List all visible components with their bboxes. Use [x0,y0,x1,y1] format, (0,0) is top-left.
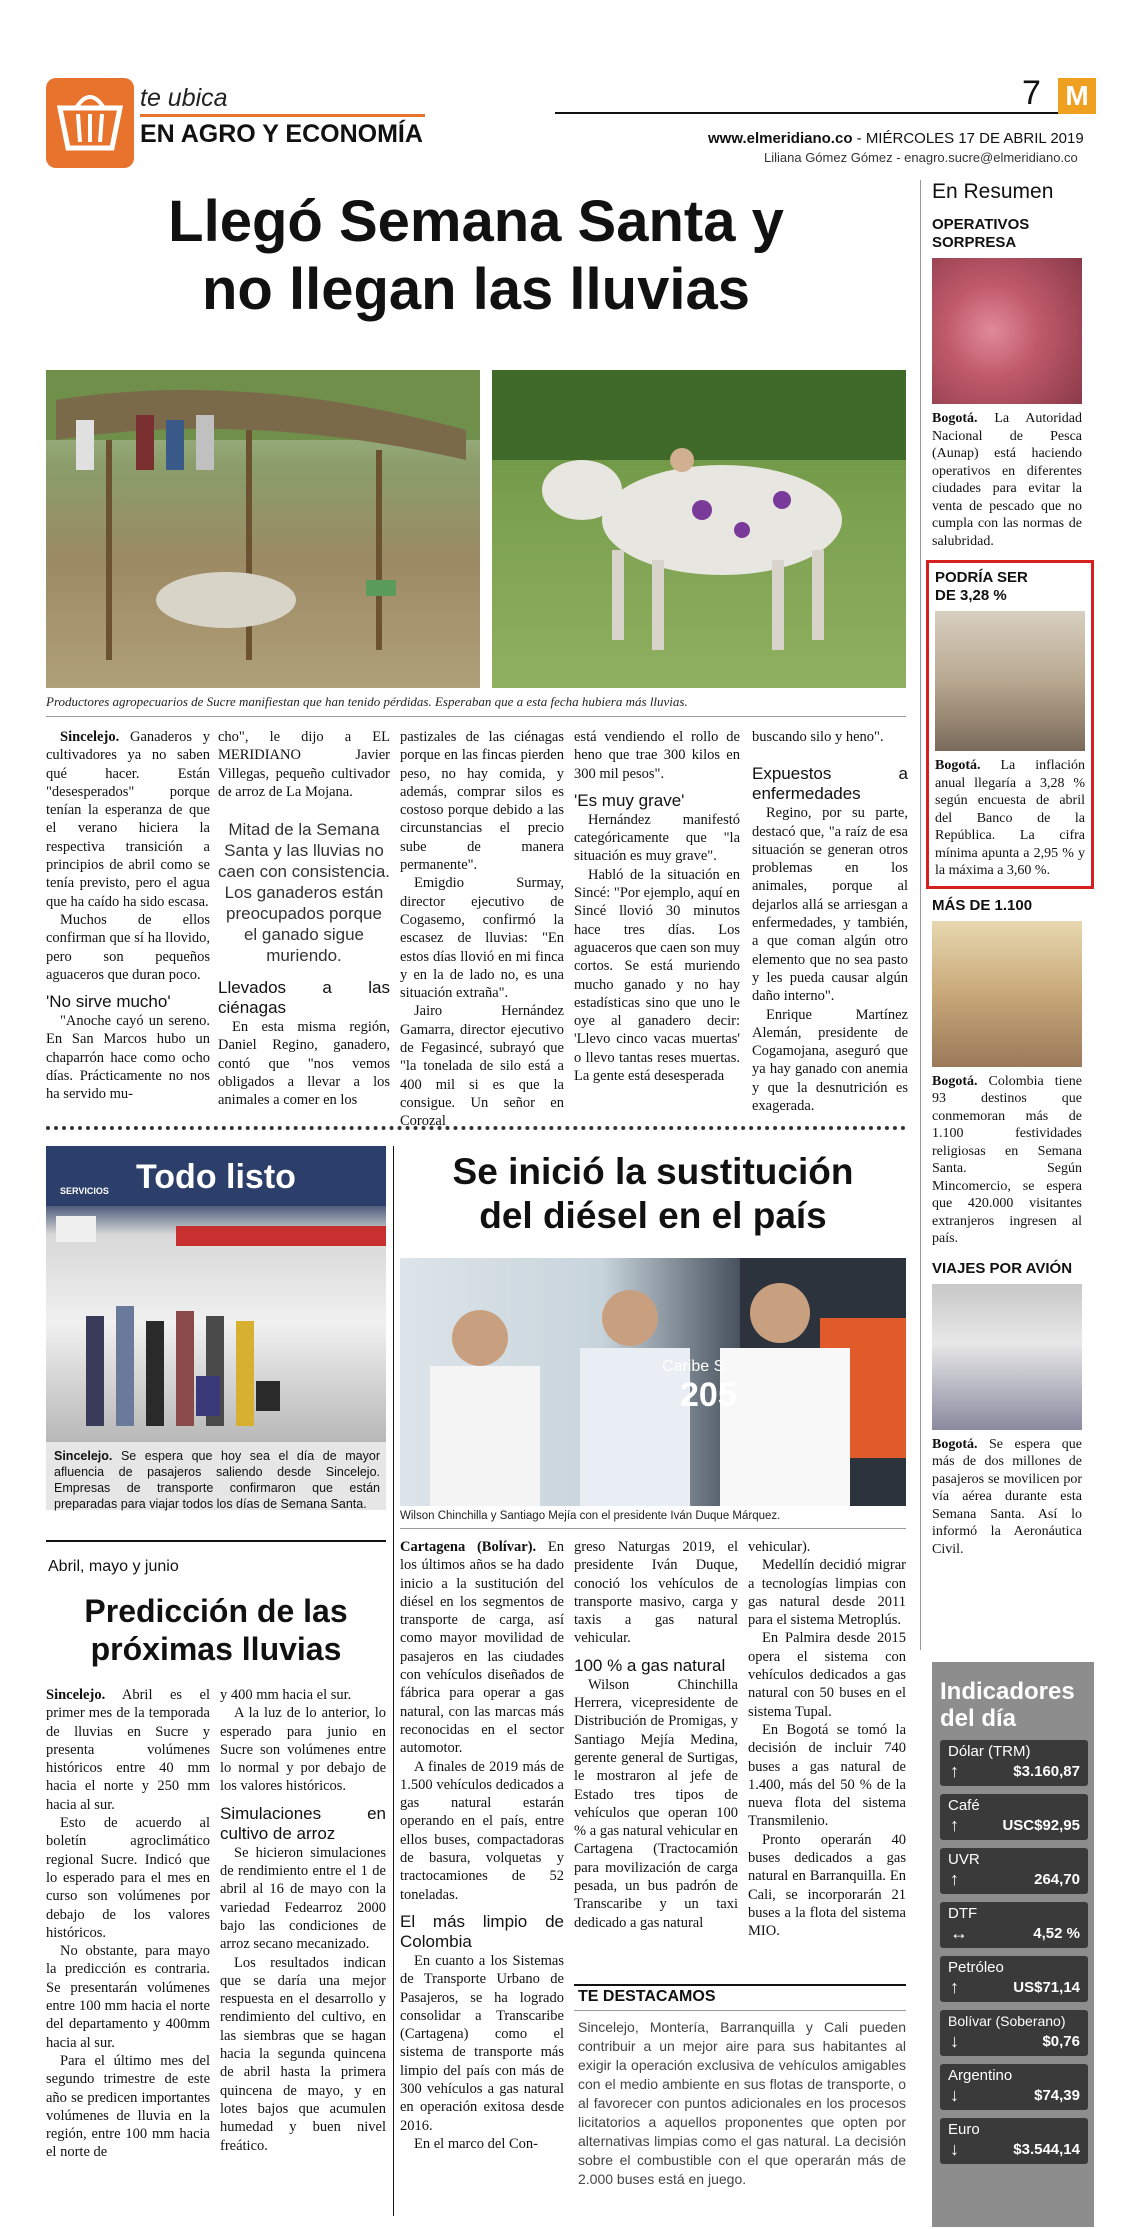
lead-caption: Productores agropecuarios de Sucre manifiestan que han tenido pérdidas. Esperaban que a esta fecha hubiera más lluvias. [46,694,688,709]
prediccion-col1-p2: Esto de acuerdo al boletín agroclimático regional Sucre. Indicó que lo esperado para el mes en curso son volúmenes por debajo de los valores históricos. [46,1815,210,1941]
diesel-col3-p1: vehicular). [748,1539,811,1555]
prediccion-headline-line1: Predicción de las [84,1593,348,1629]
prediccion-col1-p3: No obstante, para mayo la predicción es contraria. Se presentarán volúmenes entre 100 mm hacia el norte del departamento y 400mm hacia al sur. [46,1943,210,2051]
lead-column-5 [752,728,908,1115]
sidebar-item-3-text [932,1073,1082,1248]
lead-subhead-no-sirve: 'No sirve mucho' [46,992,171,1012]
site-url[interactable]: www.elmeridiano.co [708,130,853,147]
indicator-name: Petróleo [948,1959,1004,1976]
indicator-name: Euro [948,2121,980,2138]
issue-date: - MIÉRCOLES 17 DE ABRIL 2019 [852,130,1084,147]
diesel-col1-p4: En el marco del Con- [414,2135,539,2152]
lead-col5-p3: Enrique Martínez Alemán, presidente de Cogamojana, aseguró que ya hay ganado con anemia y que la desnutrición es exagerada. [752,1006,908,1115]
diesel-caption-rule [400,1528,906,1529]
indicator-euro [940,2118,1088,2164]
lead-col4-p2: Hernández manifestó categóricamente que "la situación es muy grave". [574,811,740,865]
indicator-name: Argentino [948,2067,1013,2084]
destacamos-underline [574,2010,906,2011]
page-number: 7 [1022,74,1041,112]
diesel-headline [400,1150,906,1238]
lead-col2-p1: cho", le dijo a EL MERIDIANO Javier Villegas, pequeño cultivador de arroz de La Mojana. [218,729,390,800]
lead-col3-p3: Jairo Hernández Gamarra, director ejecutivo de Fegasincé, subrayó que "la tonelada de silo está a 400 mil si es que la consigue. Un señor en Corozal [400,1003,564,1130]
indicator-value: $74,39 [1034,2087,1080,2104]
sidebar-item-2-highlight [926,560,1094,889]
prediccion-subhead-arroz: Simulaciones en cultivo de arroz [220,1803,386,1843]
section-subtitle: te ubica [140,84,228,112]
lead-caption-rule [46,716,906,717]
indicadores-title [940,1678,1075,1732]
diesel-subhead-limpio: El más limpio de Colombia [400,1911,564,1951]
lead-subhead-cienagas: Llevados a las ciénagas [218,978,390,1018]
diesel-col3-p5: Pronto operarán 40 buses dedicados a gas natural en Barranquilla. En Cali, se incorporarán 21 buses a la flota del sistema MIO. [748,1831,906,1940]
sidebar-item-2-photo [935,611,1085,751]
lead-col4-p3: Habló de la situación en Sincé: "Por ejemplo, aquí en Sincé llovió 30 minutos hace tres días. Los aguaceros que caen son muy cortos. Se está muriendo mucho ganado y no hay estadísticas sino que uno le oye al ganadero decir: 'Llevo cinco vacas muertas' o llevo tantas reses muertas. La gente está desesperada [574,866,740,1085]
todo-listo-box [46,1146,386,1510]
sidebar-item-1-dateline: Bogotá. [932,411,978,426]
sidebar-item-4-body: Se espera que más de dos millones de pasajeros se movilicen por vía aérea durante esta Semana Santa. Así lo informó la Aeronáutica Civil. [932,1436,1082,1557]
diesel-subhead-100: 100 % a gas natural [574,1655,726,1675]
indicator-value: 264,70 [1034,1871,1080,1888]
sidebar-item-3-dateline: Bogotá. [932,1073,978,1089]
diesel-col3-p3: En Palmira desde 2015 opera el sistema con vehículos dedicados a gas natural con 50 buses en el sistema Tupal. [748,1630,906,1720]
indicator-value: $0,76 [1042,2033,1080,2050]
diesel-column-2 [574,1538,738,1932]
sidebar-en-resumen [932,180,1094,1558]
indicator-dtf [940,1902,1088,1948]
arrow-left-right-icon: ↔ [950,1923,968,1943]
indicator-name: Dólar (TRM) [948,1743,1031,1760]
prediccion-col1-p1: Abril es el primer mes de la temporada de lluvias en Sucre y presenta volúmenes históricos entre 40 mm hacia el norte y 250 mm hacia al sur. [46,1687,210,1813]
lead-headline [46,188,906,324]
prediccion-col1-p4: Para el último mes del segundo trimestre de este año se predicen importantes volúmenes de lluvia en la región, entre 100 mm hacia el norte de [46,2052,210,2161]
indicator-value: $3.544,14 [1013,2141,1080,2158]
prediccion-top-rule [46,1540,386,1542]
indicadores-title-line1: Indicadores [940,1678,1075,1705]
sidebar-item-1-body: La Autoridad Nacional de Pesca (Aunap) está haciendo operativos en diferentes ciudades para evitar la venta de pescado que no cumpla con las normas de salubridad. [932,411,1082,549]
prediccion-col2-p3: Se hicieron simulaciones de rendimiento entre el 1 de abril al 16 de mayo con la variedad Fedearroz 2000 bajo las condiciones de arroz secano mecanizado. [220,1844,386,1953]
sidebar-item-4-text [932,1436,1082,1559]
prediccion-dateline: Sincelejo. [46,1687,106,1703]
todo-listo-title: Todo listo [136,1158,296,1196]
prediccion-headline-line2: próximas lluvias [90,1631,342,1667]
sidebar-item-2-text [935,757,1085,880]
diesel-column-1 [400,1538,564,2153]
sidebar-item-2-dateline: Bogotá. [935,758,981,773]
lead-col3-p2: Emigdio Surmay, director ejecutivo de Cogasemo, confirmó la escasez de lluvias: "En estos días llovió en mi finca y en la de lado no, es una situación extraña". [400,875,564,1002]
lead-col1-p2: Muchos de ellos confirman que sí ha llovido, pero son pequeños aguaceros que duran poco. [46,911,210,983]
diesel-col3-p4: En Bogotá se tomó la decisión de incluir 740 buses a gas natural de 1.400, más del 50 % de la nueva flota del sistema Transmilenio. [748,1721,906,1830]
indicator-argentino [940,2064,1088,2110]
sidebar-item-2-tag: PODRÍA SER DE 3,28 % [935,569,1028,604]
sidebar-item-3-body: Colombia tiene 93 destinos que conmemoran más de 1.100 festividades religiosas en Semana Santa. Según Mincomercio, se espera que 420.000 visitantes extranjeros ingresen al país. [932,1073,1082,1246]
sidebar-head: En Resumen [932,180,1054,203]
indicator-uvr [940,1848,1088,1894]
section-title: EN AGRO Y ECONOMÍA [140,120,423,148]
lead-headline-line1: Llegó Semana Santa y [168,189,784,254]
lead-subhead-enfermedades: Expuestos a enfermedades [752,764,908,804]
lead-pull-quote: Mitad de la Semana Santa y las lluvias no caen con consistencia. Los ganaderos están preocupados porque el ganado sigue muriendo. [218,820,390,966]
diesel-photo-sign: Caribe S [662,1358,725,1375]
lead-col4-p1: está vendiendo el rollo de heno que trae 300 kilos en 300 mil pesos". [574,729,740,782]
destacamos-rule [574,1984,906,1986]
prediccion-headline [46,1592,386,1668]
meridiano-logo: M [1058,78,1096,114]
author-line: Liliana Gómez Gómez - enagro.sucre@elmeridiano.co [764,150,1078,165]
sidebar-item-1-tag: OPERATIVOS SORPRESA [932,216,1030,251]
arrow-up-icon: ↑ [950,1977,959,1997]
todo-listo-caption [54,1448,380,1512]
arrow-down-icon: ↓ [950,2139,959,2159]
lead-headline-line2: no llegan las lluvias [202,257,750,322]
diesel-dateline: Cartagena (Bolívar). [400,1539,537,1555]
diesel-col1-p2: A finales de 2019 más de 1.500 vehículos dedicados a gas natural estarán operando en el país, entre ellos buses, compactadoras de basura, volquetas y tractocamiones de 52 toneladas. [400,1758,564,1903]
diesel-caption: Wilson Chinchilla y Santiago Mejía con el presidente Iván Duque Márquez. [400,1510,781,1522]
arrow-up-icon: ↑ [950,1761,959,1781]
indicator-name: UVR [948,1851,980,1868]
sidebar-item-1-text [932,410,1082,550]
prediccion-col2-p1: y 400 mm hacia el sur. [220,1687,352,1703]
prediccion-col2-p2: A la luz de lo anterior, lo esperado para junio en Sucre son volúmenes entre lo normal y por debajo de los valores históricos. [220,1705,386,1795]
diesel-photo-number: 205 [680,1376,737,1414]
lead-dateline: Sincelejo. [60,729,120,745]
sidebar-item-1-photo [932,258,1082,404]
indicator-value: USC$92,95 [1002,1817,1080,1834]
todo-listo-caption-text: Se espera que hoy sea el día de mayor afluencia de pasajeros saliendo desde Sincelejo. Empresas de transporte confirmaron que están preparadas para viajar todos los días de Semana Santa. [54,1449,380,1511]
destacamos-heading: TE DESTACAMOS [578,1988,716,2005]
section-divider-dotted [46,1126,906,1130]
sidebar-item-3-photo [932,921,1082,1067]
sidebar-item-4-dateline: Bogotá. [932,1436,978,1452]
indicadores-panel [932,1662,1094,2227]
indicator-cafe [940,1794,1088,1840]
header-rule [555,112,1090,114]
lead-col2-p2: En esta misma región, Daniel Regino, ganadero, contó que "nos vemos obligados a llevar a los animales a comer en los [218,1019,390,1109]
lead-column-4 [574,728,740,1085]
site-date-line [708,130,1084,147]
lead-subhead-muy-grave: 'Es muy grave' [574,790,685,810]
lead-col1-p1: Ganaderos y cultivadores ya no saben qué hacer. Están "desesperados" porque tenían la esperanza de que el verano hiciera la respectiva transición a principios de abril como se tenía previsto, pero el agua que ha caído ha sido escasa. [46,729,210,910]
sidebar-item-2-body: La inflación anual llegaría a 3,28 % según encuesta de abril del Banco de la República. La cifra mínima apunta a 2,95 % y la máxima a 3,60 %. [935,758,1085,878]
lead-col5-p2: Regino, por su parte, destacó que, "a raíz de esa situación se generan otros problemas en los animales, porque al dejarlos allá se arriesgan a enfermedades, y también, a que coman algún otro elemento que no sea pasto y les pueda causar algún daño interno". [752,805,908,1005]
lead-column-3 [400,728,564,1131]
indicator-name: Bolívar (Soberano) [948,2013,1066,2029]
indicator-petroleo [940,1956,1088,2002]
section-rule [140,114,425,117]
diesel-column-3 [748,1538,906,1941]
destacamos-text: Sincelejo, Montería, Barranquilla y Cali pueden contribuir a un mejor aire para sus habitantes al exigir la operación exclusiva de vehículos amigables con el medio ambiente en sus flotas de transporte, o al favorecer con puntos adicionales en los procesos licitatorios a aquellos proponentes que opten por alternativas limpias como el gas natural. La decisión sobre el combustible con el que operarán más de 2.000 buses está en juego. [578,2019,906,2187]
diesel-col1-p3: En cuanto a los Sistemas de Transporte Urbano de Pasajeros, se ha logrado consolidar a Transcaribe (Cartagena) como el sistema de transporte más limpio del país con más de 300 vehículos a gas natural en operación exitosa desde 2016. [400,1952,564,2134]
diesel-headline-line1: Se inició la sustitución [452,1151,854,1192]
sidebar-item-4-tag: VIAJES POR AVIÓN [932,1259,1073,1277]
indicator-value: US$71,14 [1013,1979,1080,1996]
arrow-up-icon: ↑ [950,1815,959,1835]
diesel-col2-p1: greso Naturgas 2019, el presidente Iván Duque, conoció los vehículos de transporte masivo, carga y taxis a gas natural vehicular. [574,1539,738,1647]
sidebar-item-4-photo [932,1284,1082,1430]
sidebar-item-3-tag: MÁS DE 1.100 [932,896,1033,914]
prediccion-kicker: Abril, mayo y junio [48,1558,179,1575]
indicator-dolar [940,1740,1088,1786]
todo-listo-dateline: Sincelejo. [54,1449,113,1463]
indicator-name: DTF [948,1905,978,1922]
arrow-up-icon: ↑ [950,1869,959,1889]
todo-listo-sign: SERVICIOS [60,1186,109,1196]
indicator-value: $3.160,87 [1013,1763,1080,1780]
lead-col3-p1: pastizales de las ciénagas porque en las fincas pierden peso, no hay comida, y además, comprar silos es costoso porque debido a las circunstancias el precio sube de manera permanente". [400,729,564,874]
arrow-down-icon: ↓ [950,2085,959,2105]
indicator-bolivar [940,2010,1088,2056]
vertical-divider [393,1146,394,2216]
diesel-col3-p2: Medellín decidió migrar a tecnologías limpias con gas natural desde 2011 para el sistema Metroplús. [748,1557,906,1629]
lead-photo-right [492,370,906,688]
section-logo-basket-icon [46,78,134,168]
prediccion-col2-p4: Los resultados indican que se daría una mejor respuesta en el desarrollo y rendimiento del cultivo, en las siembras que se hagan hacia la segunda quincena de abril hasta la primera quincena de mayo, y en lotes bajos que acumulen humedad y buen nivel freático. [220,1954,386,2154]
lead-col1-p3: "Anoche cayó un sereno. En San Marcos hubo un chaparrón hace como ocho días. Prácticamente no nos ha servido mu- [46,1013,210,1103]
lead-col5-p1: buscando silo y heno". [752,729,884,745]
diesel-headline-line2: del diésel en el país [479,1195,827,1236]
indicadores-title-line2: del día [940,1705,1017,1732]
prediccion-column-2 [220,1686,386,2155]
lead-column-1 [46,728,210,1104]
diesel-col1-p1: En los últimos años se ha dado inicio a la sustitución del diésel en los segmentos de transporte de carga, así como mayor movilidad de pasajeros en las ciudades con vehículos diseñados de fábrica para operar a gas natural, con las marcas más reconocidas en el sector automotor. [400,1539,565,1757]
lead-column-2 [218,728,390,1110]
diesel-photo [400,1258,906,1506]
indicator-name: Café [948,1797,980,1814]
arrow-down-icon: ↓ [950,2031,959,2051]
diesel-col2-p2: Wilson Chinchilla Herrera, vicepresidente de Distribución de Promigas, y Santiago Mejía Medina, gerente general de Surtigas, le mostraron al jefe de Estado tres tipos de vehículos que operan 100 % a gas natural vehicular en Cartagena (Tractocamión para movilización de carga pesada, un bus padrón de Transcaribe y un taxi dedicado a gas natural [574,1676,738,1931]
indicator-value: 4,52 % [1033,1925,1080,1942]
prediccion-column-1 [46,1686,210,2162]
lead-photo-left [46,370,480,688]
sidebar-divider [920,180,921,1650]
